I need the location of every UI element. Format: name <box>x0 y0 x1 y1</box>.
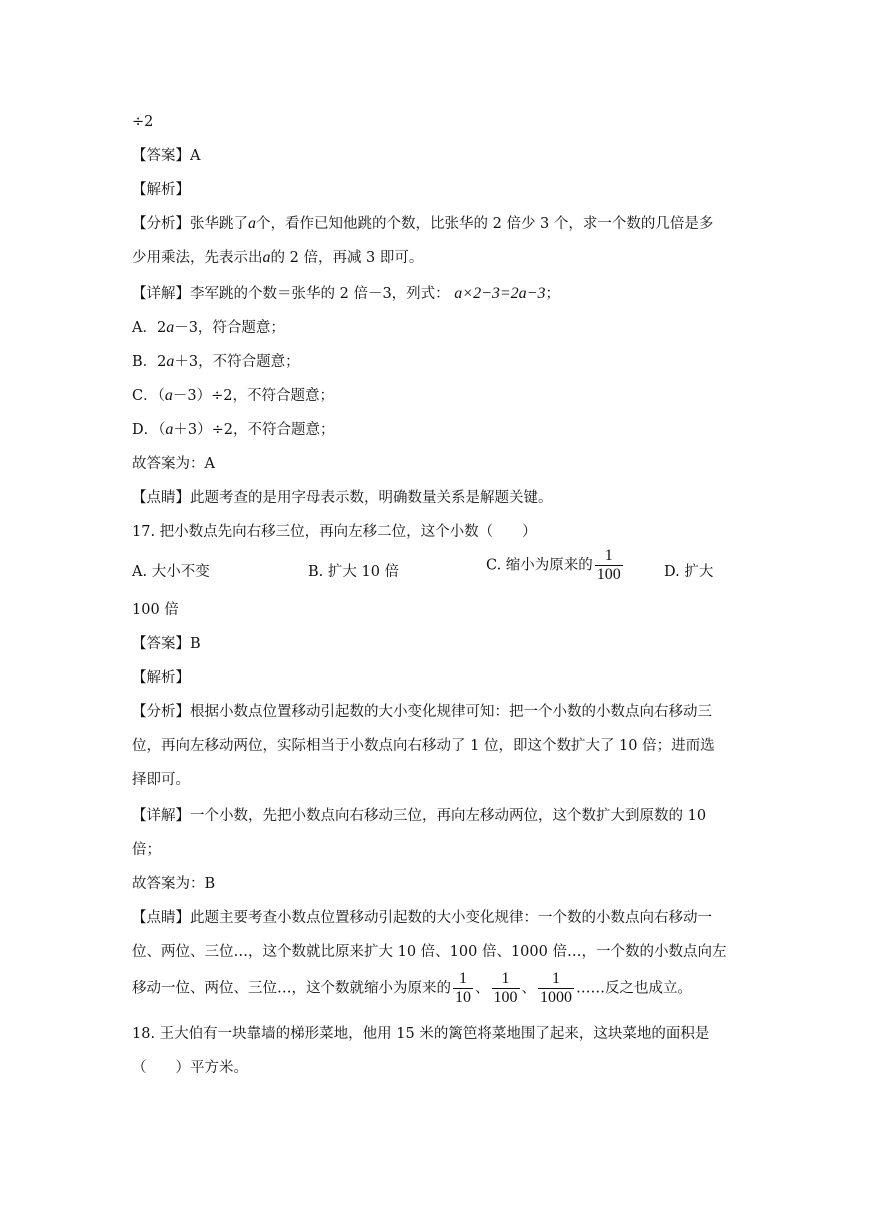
math-formula: a×2−3=2a−3 <box>454 285 546 302</box>
comment-line-fractions <box>132 970 692 1007</box>
comment-line <box>132 908 712 928</box>
text: 【点睛】此题考查的是用字母表示数，明确数量关系是解题关键。 <box>132 490 553 506</box>
fraction <box>595 547 623 584</box>
option-d-continued <box>132 600 179 620</box>
separator: 、 <box>475 980 490 997</box>
text: ＋3，不符合题意； <box>174 354 300 370</box>
fraction <box>453 970 473 1007</box>
text: 100 倍 <box>132 602 179 618</box>
fraction-denominator: 1000 <box>540 989 572 1006</box>
text: D．（ <box>132 422 166 438</box>
fraction-denominator: 10 <box>455 989 471 1006</box>
text: 位、两位、三位…，这个数就比原来扩大 10 倍、100 倍、1000 倍…，一个数的小数点向左 <box>132 944 727 960</box>
math-variable: a <box>164 387 173 404</box>
text: 【解析】 <box>132 670 190 686</box>
text: 【详解】李军跳的个数＝张华的 2 倍－3，列式： <box>132 286 450 302</box>
analysis-line <box>132 770 190 790</box>
option-line <box>132 386 334 406</box>
analysis-line <box>132 702 712 722</box>
detail-line <box>132 284 560 304</box>
math-variable: a <box>165 421 174 438</box>
text: 择即可。 <box>132 772 190 788</box>
text: 故答案为：A <box>132 456 215 472</box>
option-line <box>132 352 300 372</box>
question-18-continued <box>132 1058 248 1078</box>
text: （ ）平方米。 <box>132 1060 248 1076</box>
answer-label <box>132 634 201 654</box>
conclusion-line <box>132 454 215 474</box>
detail-line <box>132 806 706 826</box>
fraction-numerator: 1 <box>604 547 613 564</box>
option-a <box>132 562 210 582</box>
text: C．（ <box>132 388 165 404</box>
conclusion-line <box>132 874 215 894</box>
text: 【详解】一个小数，先把小数点向右移动三位，再向左移动两位，这个数扩大到原数的 10 <box>132 808 707 824</box>
text: 【解析】 <box>132 182 190 198</box>
detail-line <box>132 840 161 860</box>
analysis-line <box>132 736 715 756</box>
comment-line <box>132 942 726 962</box>
text: 个，看作已知他跳的个数，比张华的 2 倍少 3 个，求一个数的几倍是多 <box>256 216 714 232</box>
fraction-numerator: 1 <box>459 970 467 987</box>
fraction-numerator: 1 <box>552 970 560 987</box>
text: 倍； <box>132 842 161 858</box>
comment-line <box>132 488 553 508</box>
text: ÷2 <box>132 114 154 130</box>
text: ……反之也成立。 <box>576 980 692 997</box>
fraction-numerator: 1 <box>501 970 510 987</box>
text: 移动一位、两位、三位…，这个数就缩小为原来的 <box>132 980 451 997</box>
separator: 、 <box>521 980 536 997</box>
text: 【分析】张华跳了 <box>132 216 248 232</box>
fraction <box>538 970 574 1007</box>
math-variable: a <box>166 353 175 370</box>
text: 18. 王大伯有一块靠墙的梯形菜地，他用 15 米的篱笆将菜地围了起来，这块菜地的面积是 <box>132 1026 710 1042</box>
answer-label <box>132 146 200 166</box>
text: 【分析】根据小数点位置移动引起数的大小变化规律可知：把一个小数的小数点向右移动三 <box>132 704 712 720</box>
question-17 <box>132 522 537 542</box>
text: A．2 <box>132 320 167 336</box>
text: ＋3）÷2，不符合题意； <box>173 422 335 438</box>
text: ； <box>545 286 560 302</box>
math-variable: a <box>262 249 271 266</box>
option-b <box>308 562 399 582</box>
text: －3）÷2，不符合题意； <box>172 388 334 404</box>
option-line <box>132 420 335 440</box>
analysis-line <box>132 214 713 234</box>
text: A. 大小不变 <box>132 564 210 580</box>
analysis-heading <box>132 668 190 688</box>
text: 故答案为：B <box>132 876 216 892</box>
text-line <box>132 112 153 132</box>
text: 【答案】A <box>132 148 201 164</box>
text: 少用乘法，先表示出 <box>132 250 263 266</box>
text: 【答案】B <box>132 636 201 652</box>
text: －3，符合题意； <box>174 320 285 336</box>
math-variable: a <box>248 215 256 232</box>
option-d <box>664 562 713 582</box>
text: D. 扩大 <box>664 564 714 580</box>
text: C. 缩小为原来的 <box>486 557 593 574</box>
question-18 <box>132 1024 709 1044</box>
fraction-denominator: 100 <box>596 566 621 583</box>
option-line <box>132 318 285 338</box>
text: B．2 <box>132 354 167 370</box>
text: 的 2 倍，再减 3 即可。 <box>270 250 424 266</box>
analysis-heading <box>132 180 190 200</box>
text: B. 扩大 10 倍 <box>308 564 400 580</box>
text: 【点睛】此题主要考查小数点位置移动引起数的大小变化规律：一个数的小数点向右移动一 <box>132 910 712 926</box>
fraction <box>492 970 520 1007</box>
math-variable: a <box>166 319 175 336</box>
fraction-denominator: 100 <box>493 989 518 1006</box>
text: 位，再向左移动两位，实际相当于小数点向右移动了 1 位，即这个数扩大了 10 倍；进而选 <box>132 738 715 754</box>
text: 17. 把小数点先向右移三位，再向左移二位，这个小数（ ） <box>132 524 537 540</box>
analysis-line <box>132 248 423 268</box>
option-c <box>486 547 625 584</box>
